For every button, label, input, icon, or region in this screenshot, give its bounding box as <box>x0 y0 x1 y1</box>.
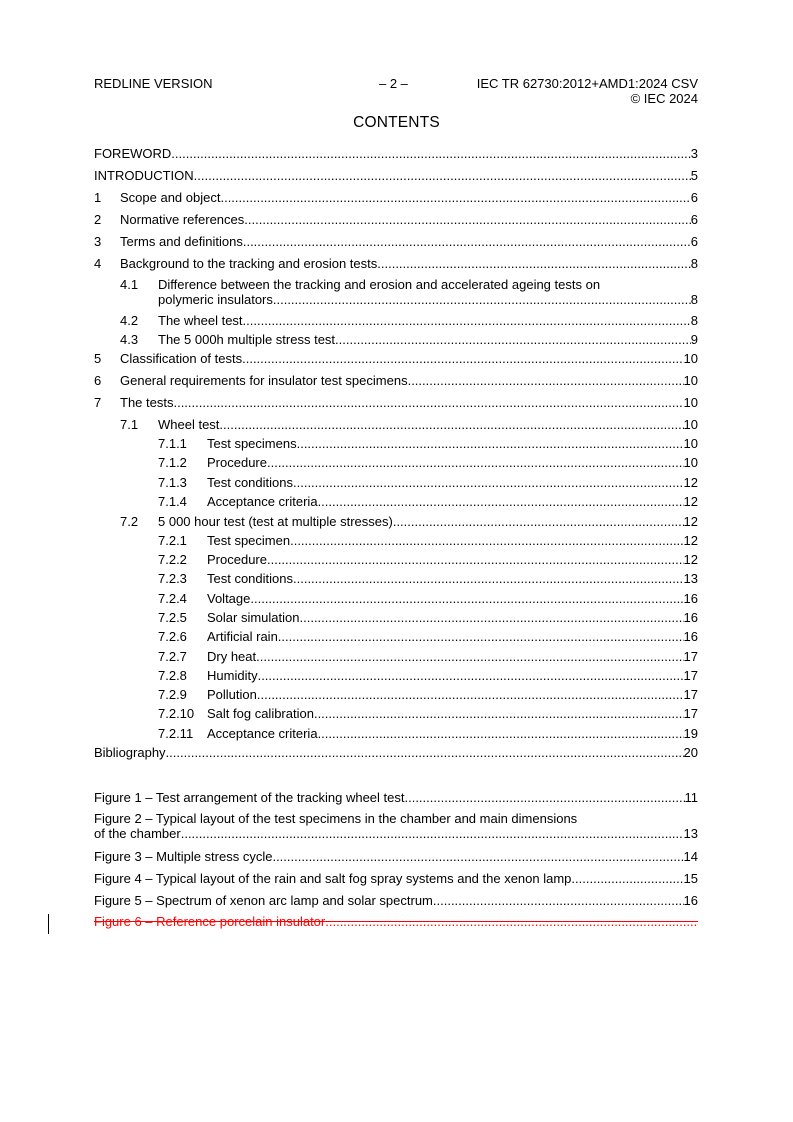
toc-entry-number: 6 <box>94 373 102 388</box>
toc-entry-page: 12 <box>683 475 698 490</box>
figure-entry-page: 11 <box>684 790 698 805</box>
toc-leader-dots <box>243 313 691 328</box>
toc-entry-title: Artificial rain <box>207 629 278 644</box>
toc-entry-page: 17 <box>683 668 698 683</box>
toc-entry[interactable] <box>158 494 698 509</box>
toc-entry-page: 10 <box>683 395 698 410</box>
toc-entry-number: 7.2.9 <box>158 687 187 702</box>
toc-entry-number: 4 <box>94 256 102 271</box>
figure-entry-title: Figure 1 – Test arrangement of the tracking wheel test <box>94 790 405 805</box>
toc-entry[interactable] <box>94 234 698 249</box>
toc-entry[interactable] <box>158 629 698 644</box>
toc-leader-dots <box>243 234 691 249</box>
toc-entry-page: 10 <box>683 373 698 388</box>
toc-entry[interactable] <box>94 212 698 227</box>
toc-entry-number: 1 <box>94 190 102 205</box>
toc-entry-page: 9 <box>690 332 698 347</box>
toc-leader-dots <box>242 351 683 366</box>
toc-entry-title: Solar simulation <box>207 610 300 625</box>
toc-entry[interactable] <box>120 332 698 347</box>
toc-entry-number: 7.2 <box>120 514 139 529</box>
toc-entry[interactable] <box>94 373 698 388</box>
toc-entry-number: 7.2.3 <box>158 571 187 586</box>
toc-entry[interactable] <box>120 277 698 307</box>
toc-entry-page: 12 <box>683 494 698 509</box>
toc-leader-dots <box>318 726 684 741</box>
toc-entry[interactable] <box>158 571 698 586</box>
toc-entry[interactable] <box>158 436 698 451</box>
toc-entry-line <box>120 277 698 292</box>
toc-leader-dots <box>194 168 691 183</box>
toc-entry-page: 12 <box>683 514 698 529</box>
toc-entry[interactable] <box>94 190 698 205</box>
toc-leader-dots <box>314 706 684 721</box>
toc-leader-dots <box>571 871 683 886</box>
toc-entry-title: General requirements for insulator test specimens <box>120 373 408 388</box>
toc-entry-title: Classification of tests <box>120 351 243 366</box>
toc-entry-title: Humidity <box>207 668 258 683</box>
toc-entry-number: 5 <box>94 351 102 366</box>
toc-entry-title: Acceptance criteria <box>207 726 318 741</box>
toc-entry-page: 3 <box>690 146 698 161</box>
figure-entry-title: Figure 4 – Typical layout of the rain and salt fog spray systems and the xenon lamp <box>94 871 572 886</box>
toc-entry[interactable] <box>158 726 698 741</box>
toc-entry-line <box>120 292 698 307</box>
toc-entry-title: Pollution <box>207 687 257 702</box>
toc-entry-title: Terms and definitions <box>120 234 243 249</box>
toc-entry-page: 19 <box>683 726 698 741</box>
toc-entry-page: 5 <box>690 168 698 183</box>
toc-entry-title: Salt fog calibration <box>207 706 314 721</box>
toc-entry-title: Dry heat <box>207 649 257 664</box>
toc-entry-page: 17 <box>683 706 698 721</box>
toc-leader-dots <box>219 417 683 432</box>
toc-entry-number: 4.3 <box>120 332 139 347</box>
header-page-number: – 2 – <box>379 76 408 91</box>
toc-entry-page: 10 <box>683 455 698 470</box>
toc-entry-number: 7.2.6 <box>158 629 187 644</box>
figure-entry-deleted[interactable] <box>94 914 698 929</box>
toc-entry-number: 7.1.4 <box>158 494 187 509</box>
toc-entry[interactable] <box>158 533 698 548</box>
toc-entry[interactable] <box>158 649 698 664</box>
toc-entry[interactable] <box>94 395 698 410</box>
toc-entry-title-continued: polymeric insulators <box>158 292 273 307</box>
figure-entry-title-continued: of the chamber <box>94 826 181 841</box>
toc-entry-title: Voltage <box>207 591 251 606</box>
toc-entry[interactable] <box>94 745 698 760</box>
toc-entry-page: 6 <box>690 234 698 249</box>
toc-entry-page: 12 <box>683 533 698 548</box>
toc-entry-number: 7.1 <box>120 417 139 432</box>
toc-entry-page: 17 <box>683 649 698 664</box>
figure-entry[interactable] <box>94 790 698 805</box>
toc-leader-dots <box>293 475 684 490</box>
figure-entry-line: Figure 2 – Typical layout of the test specimens in the chamber and main dimensions <box>94 811 578 826</box>
toc-entry-page: 20 <box>683 745 698 760</box>
toc-leader-dots <box>273 292 691 307</box>
header-standard-code: IEC TR 62730:2012+AMD1:2024 CSV <box>476 76 698 91</box>
toc-leader-dots <box>393 514 684 529</box>
toc-entry-title: Procedure <box>207 552 267 567</box>
figure-entry[interactable] <box>94 849 698 864</box>
toc-entry-number: 7.2.8 <box>158 668 187 683</box>
toc-entry-number: 7.2.10 <box>158 706 195 721</box>
toc-leader-dots <box>300 610 684 625</box>
toc-leader-dots <box>267 552 684 567</box>
toc-entry-title: 5 000 hour test (test at multiple stresses) <box>158 514 393 529</box>
toc-entry-number: 2 <box>94 212 102 227</box>
toc-entry-title: Difference between the tracking and erosion and accelerated ageing tests on <box>158 277 601 292</box>
toc-entry-page: 17 <box>683 687 698 702</box>
toc-entry-title: FOREWORD <box>94 146 172 161</box>
toc-leader-dots <box>278 629 684 644</box>
toc-entry-page: 6 <box>690 212 698 227</box>
toc-entry-number: 7 <box>94 395 102 410</box>
toc-entry-page: 6 <box>690 190 698 205</box>
figure-entry-page: 13 <box>683 826 698 841</box>
figure-entry-page: 15 <box>683 871 698 886</box>
toc-entry-number: 7.2.2 <box>158 552 187 567</box>
change-bar <box>48 914 49 934</box>
figure-entry[interactable] <box>94 811 698 841</box>
toc-entry-page: 10 <box>683 436 698 451</box>
toc-entry[interactable] <box>158 455 698 470</box>
figure-entry-title: Figure 3 – Multiple stress cycle <box>94 849 273 864</box>
toc-leader-dots <box>258 668 684 683</box>
toc-entry-title: Bibliography <box>94 745 166 760</box>
toc-entry[interactable] <box>120 313 698 328</box>
toc-leader-dots <box>377 256 691 271</box>
toc-entry-number: 7.2.7 <box>158 649 187 664</box>
toc-entry-number: 7.1.1 <box>158 436 187 451</box>
figure-entry[interactable] <box>94 893 698 908</box>
toc-leader-dots <box>335 332 691 347</box>
toc-entry-number: 7.2.5 <box>158 610 187 625</box>
toc-leader-dots <box>272 849 683 864</box>
toc-entry-title: The 5 000h multiple stress test <box>158 332 336 347</box>
toc-entry-title: Acceptance criteria <box>207 494 318 509</box>
toc-entry[interactable] <box>158 668 698 683</box>
toc-entry-page: 16 <box>683 610 698 625</box>
figure-entry-title: Figure 6 – Reference porcelain insulator <box>94 914 326 929</box>
toc-entry-number: 7.2.1 <box>158 533 187 548</box>
toc-entry-number: 7.1.2 <box>158 455 187 470</box>
figure-entry-page: 14 <box>683 849 698 864</box>
toc-leader-dots <box>181 826 684 841</box>
toc-entry-number: 7.2.11 <box>158 726 194 741</box>
toc-entry[interactable] <box>94 351 698 366</box>
toc-entry-page: 8 <box>690 292 698 307</box>
header-version: REDLINE VERSION <box>94 76 213 91</box>
toc-entry-number: 7.2.4 <box>158 591 187 606</box>
figure-entry-page: 16 <box>683 893 698 908</box>
toc-leader-dots <box>297 436 684 451</box>
toc-entry-page: 16 <box>683 591 698 606</box>
figure-entry[interactable] <box>94 871 698 886</box>
toc-entry-title: Test conditions <box>207 571 293 586</box>
toc-leader-dots <box>433 893 684 908</box>
toc-leader-dots <box>267 455 684 470</box>
toc-leader-dots <box>404 790 684 805</box>
toc-entry-title: Background to the tracking and erosion tests <box>120 256 378 271</box>
toc-entry-number: 3 <box>94 234 102 249</box>
header-standard-id <box>477 76 698 106</box>
toc-entry-title: Scope and object <box>120 190 221 205</box>
toc-entry[interactable] <box>158 475 698 490</box>
toc-leader-dots <box>293 571 684 586</box>
toc-leader-dots <box>325 914 698 929</box>
toc-entry-title: Normative references <box>120 212 245 227</box>
toc-entry[interactable] <box>120 417 698 432</box>
toc-entry[interactable] <box>158 591 698 606</box>
toc-entry-page: 13 <box>683 571 698 586</box>
toc-leader-dots <box>171 146 690 161</box>
toc-leader-dots <box>166 745 684 760</box>
toc-entry-title: Wheel test <box>158 417 220 432</box>
header-copyright: © IEC 2024 <box>630 91 698 106</box>
toc-entry[interactable] <box>158 706 698 721</box>
toc-leader-dots <box>256 649 683 664</box>
toc-entry-page: 10 <box>683 417 698 432</box>
toc-entry-title: Test specimens <box>207 436 297 451</box>
toc-leader-dots <box>257 687 684 702</box>
toc-entry[interactable] <box>120 514 698 529</box>
toc-entry-title: INTRODUCTION <box>94 168 194 183</box>
toc-entry[interactable] <box>158 610 698 625</box>
toc-entry-title: The wheel test <box>158 313 243 328</box>
figure-entry-title: Figure 5 – Spectrum of xenon arc lamp and solar spectrum <box>94 893 433 908</box>
toc-entry[interactable] <box>94 146 698 161</box>
toc-entry-title: Test conditions <box>207 475 293 490</box>
toc-leader-dots <box>250 591 683 606</box>
toc-leader-dots <box>220 190 690 205</box>
toc-leader-dots <box>408 373 684 388</box>
toc-entry-page: 12 <box>683 552 698 567</box>
toc-entry[interactable] <box>158 552 698 567</box>
toc-entry[interactable] <box>94 168 698 183</box>
toc-entry-title: The tests <box>120 395 174 410</box>
figure-entry-line <box>94 826 698 841</box>
toc-entry-title: Procedure <box>207 455 267 470</box>
toc-leader-dots <box>244 212 690 227</box>
toc-entry[interactable] <box>158 687 698 702</box>
toc-entry-title: Test specimen <box>207 533 291 548</box>
toc-entry-page: 8 <box>690 256 698 271</box>
toc-entry-page: 16 <box>683 629 698 644</box>
page-title: CONTENTS <box>353 114 440 131</box>
toc-entry-number: 4.1 <box>120 277 139 292</box>
toc-leader-dots <box>290 533 683 548</box>
page-header <box>94 76 698 110</box>
toc-entry-number: 7.1.3 <box>158 475 187 490</box>
toc-entry-page: 10 <box>683 351 698 366</box>
toc-leader-dots <box>173 395 683 410</box>
toc-entry-page: 8 <box>690 313 698 328</box>
toc-entry[interactable] <box>94 256 698 271</box>
toc-leader-dots <box>318 494 684 509</box>
toc-entry-number: 4.2 <box>120 313 139 328</box>
